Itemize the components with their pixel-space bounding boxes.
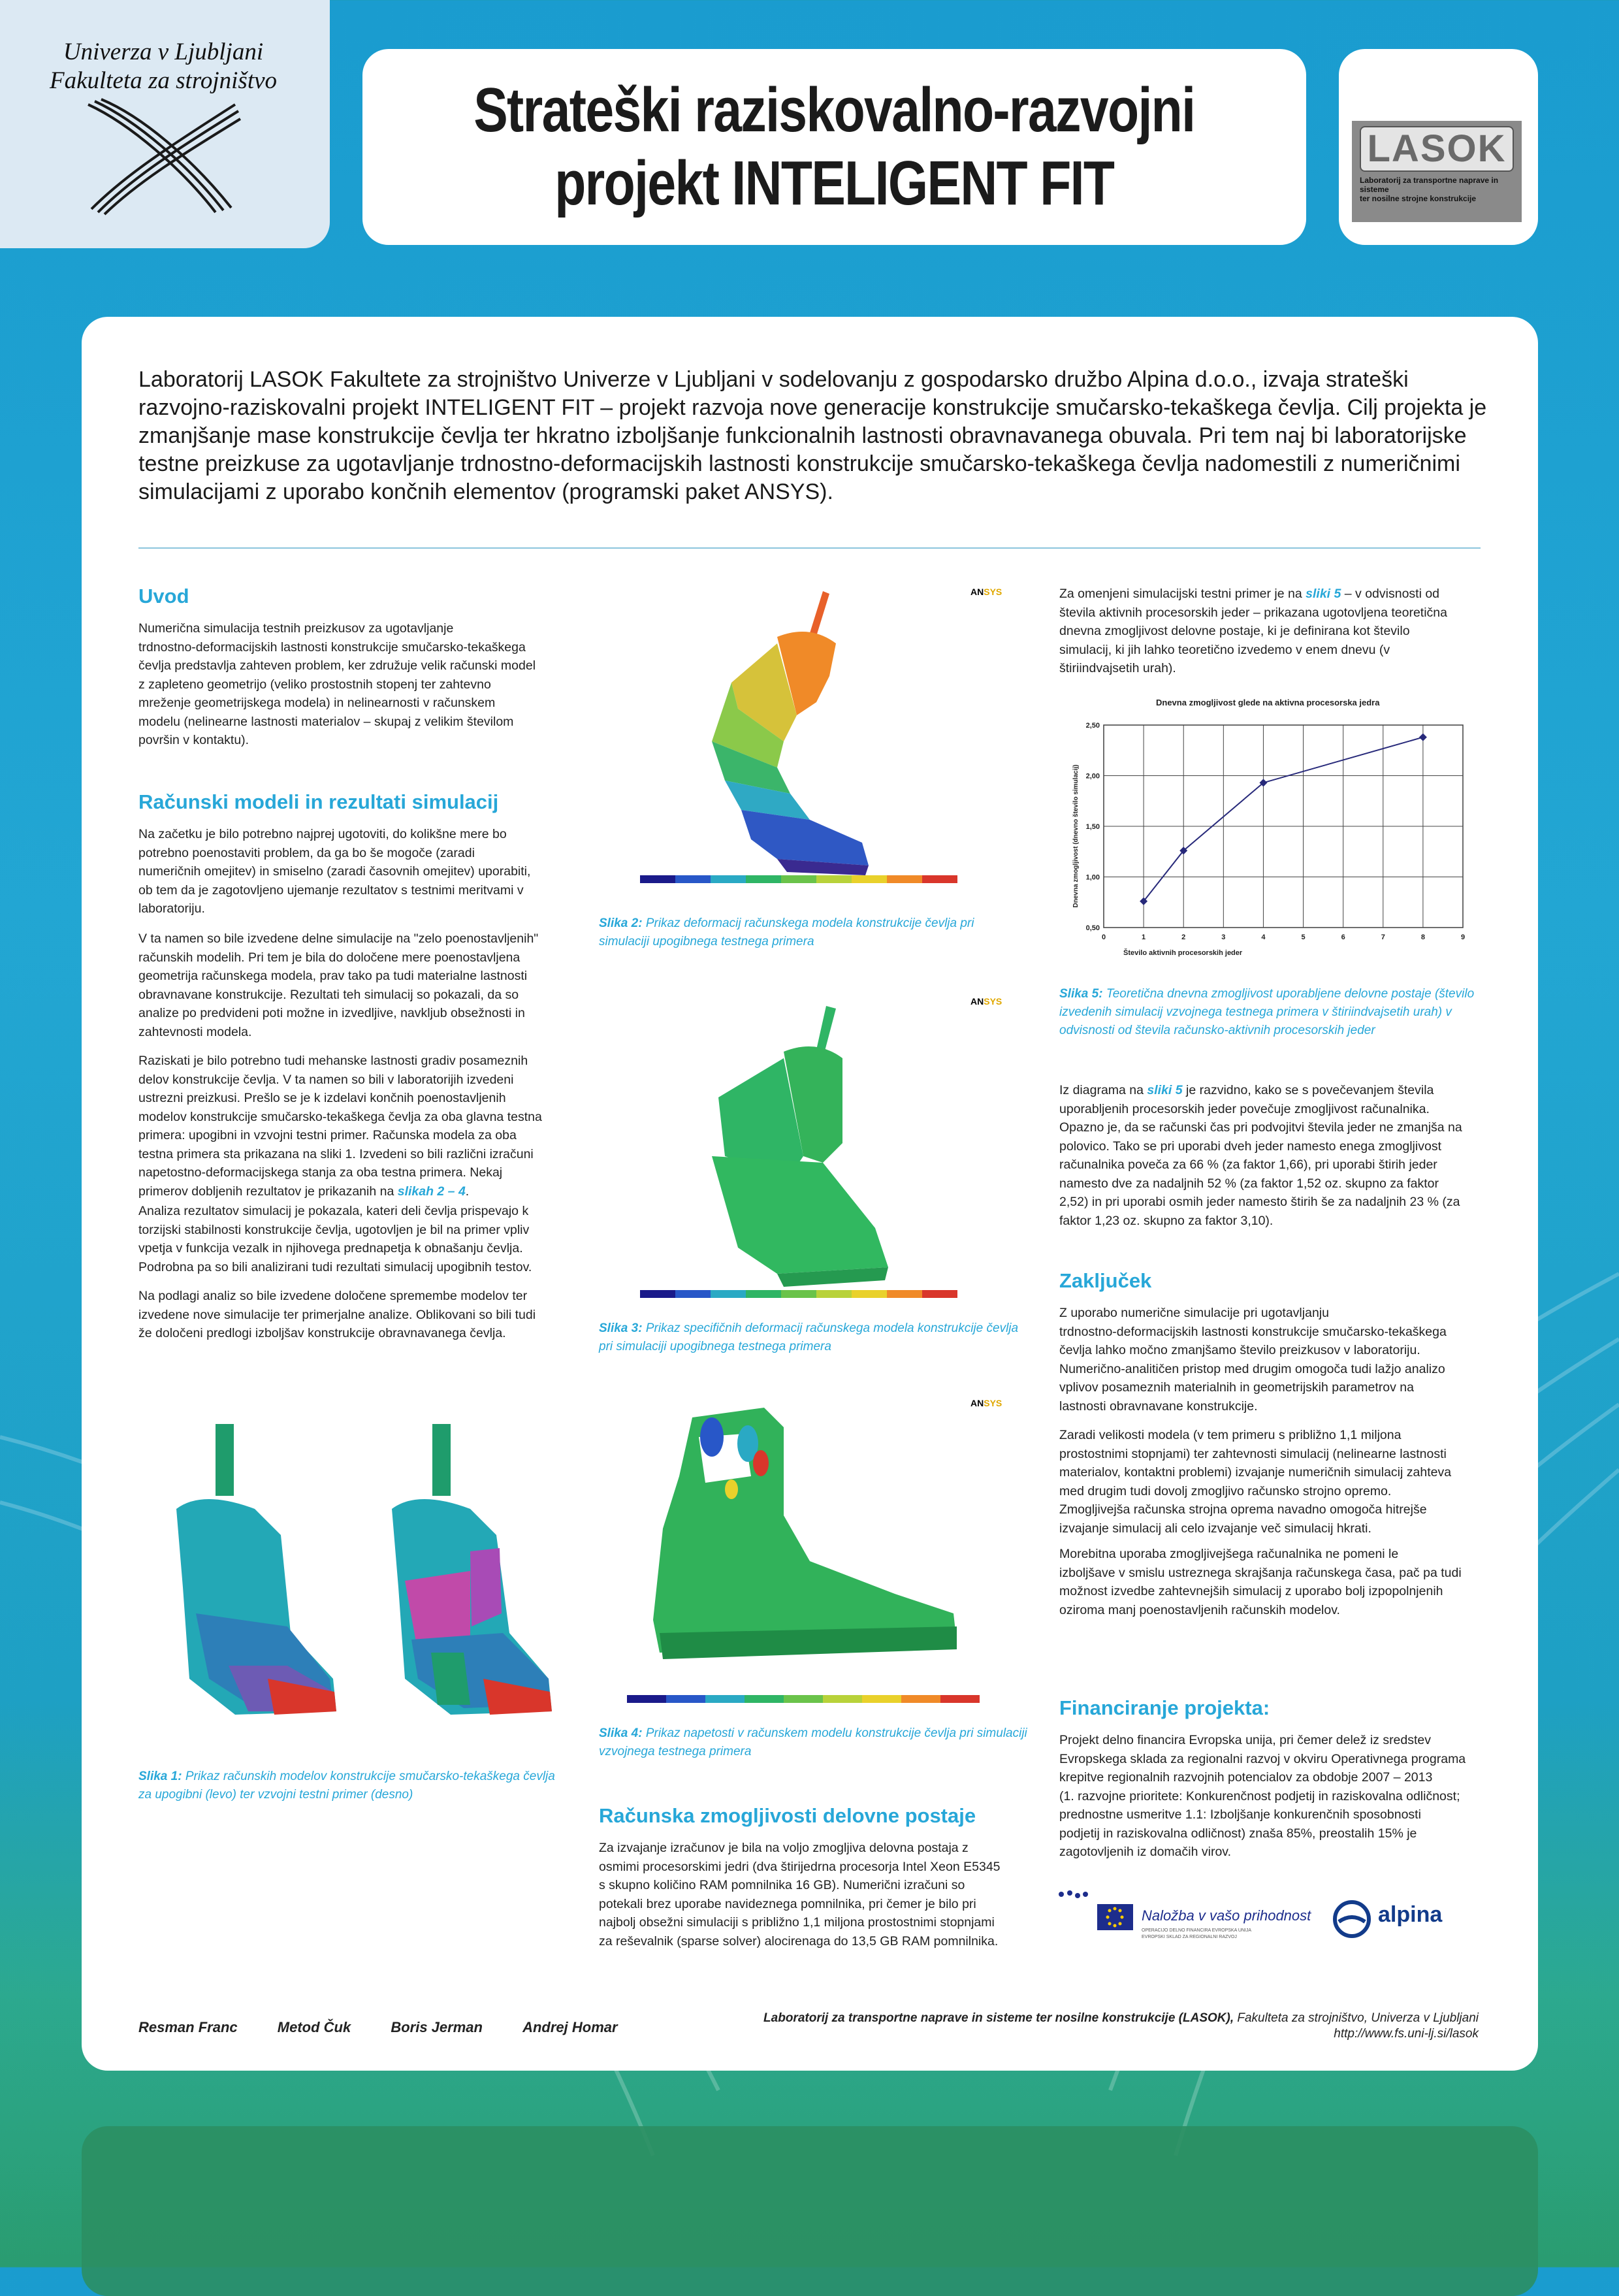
chart-y-tick-label: 2,00 [1085,772,1100,781]
text-line: lastnosti obravnavane konstrukcije. [1059,1399,1258,1414]
bottom-band [82,2126,1538,2296]
modeli-p2 [138,930,538,1041]
text-line: najbolj obsežni simulaciji s približno 1,1 miljona prostostnimi stopnjami [599,1915,995,1930]
text-line: uporabljenih procesorskih jeder povečuje zmogljivost računalnika. [1059,1101,1430,1116]
text-line: za reševalnik (sparse solver) alocirenaga do 13,5 GB RAM pomnilnika. [599,1933,999,1948]
eu-small-text: EVROPSKI SKLAD ZA REGIONALNI RAZVOJ [1142,1935,1237,1939]
text-line [1059,1081,1462,1100]
chart-x-tick-label: 6 [1341,933,1345,941]
caption-slika-4 [599,1724,1027,1761]
lasok-sub1: Laboratorij za transportne naprave in sisteme [1360,176,1499,194]
modeli-p4 [138,1202,532,1276]
divider [138,547,1481,549]
diagram-text [1059,1081,1462,1230]
text-line: računskih modelih. Pri tem je bila do določene mere poenostavljena [138,950,521,965]
text-line: Evropskega sklada za regionalni razvoj v okviru Operativnega programa [1059,1751,1466,1766]
caption-slika-3 [599,1319,1018,1356]
text-line: čevlja lahko močno zmanjšamo število preizkusov v laboratoriju. [1059,1343,1420,1357]
intro-line: simulacijami z uporabo končnih elementov (programski paket ANSYS). [138,479,833,504]
text-line: možnost izvedbe zahtevnejših simulacij z uporabo bolj izpopolnjenih [1059,1584,1443,1598]
lasok-name: LASOK [1360,126,1514,172]
text-line: oziroma manj poenostavljenih računskih modelov. [1059,1602,1340,1617]
text-line [1059,585,1447,604]
author-name: Resman Franc [138,2019,238,2035]
text-line: Numerična simulacija testnih preizkusov za ugotavljanje [138,621,454,636]
title-box [362,49,1306,245]
intro-line: razvojno-raziskovalni projekt INTELIGENT FIT – projekt razvoja nove generacije konstrukcije smučarsko-tekaškega čevlja. Cilj projekta je [138,395,1487,420]
chart-x-tick-label: 3 [1221,933,1226,941]
text-line: obravnavane konstrukcije. Rezultati teh simulacij so pokazali, da so [138,987,519,1002]
text-line: Projekt delno financira Evropska unija, pri čemer delež iz sredstev [1059,1733,1432,1747]
text-fragment: . [465,1184,470,1199]
boot-model-torsion [392,1424,552,1715]
text-line: materialov, kontaktni problemi) izvajanje numeričnih simulacij zahteva [1059,1465,1452,1479]
intro-line: Laboratorij LASOK Fakultete za strojništvo Univerze v Ljubljani v sodelovanju z gospodarsko družbo Alpina d.o.o., izvaja strateški [138,367,1409,392]
text-line: namesto dve za nadaljnih 52 % (za faktor 1,52 oz. skupno za faktor [1059,1176,1439,1191]
caption-line: odvisnosti od števila računsko-aktivnih procesorskih jeder [1059,1024,1375,1037]
caption-slika-5 [1059,985,1474,1040]
university-logo-box [0,0,330,248]
caption-line [599,914,974,933]
university-line1: Univerza v Ljubljani [63,39,264,65]
caption-slika-1 [138,1768,555,1804]
text-line: izvedene nove simulacije ter primerjalne analize. Oblikovani so bili tudi [138,1307,536,1322]
intro-paragraph [138,366,1497,506]
text-line: krepitve regionalnih razvojnih potencialov za obdobje 2007 – 2013 [1059,1770,1433,1785]
text-line: Analiza rezultatov simulacij je pokazala, kateri deli čevlja prispevajo k [138,1204,529,1218]
ansys-logo-text: SYS [984,1398,1002,1408]
ansys-logo-text: SYS [984,996,1002,1007]
caption-label: Slika 4: [599,1726,643,1740]
text-fragment: je razvidno, kako se s povečevanjem števila [1182,1083,1434,1097]
chart-daily-capacity [1045,712,1476,973]
chart-y-tick-label: 1,50 [1085,823,1100,831]
caption-line: za upogibni (levo) ter vzvojni testni primer (desno) [138,1788,413,1802]
eu-small-text: OPERACIJO DELNO FINANCIRA EVROPSKA UNIJA [1142,1928,1252,1933]
ansys-logo-text: AN [970,1398,984,1408]
text-line: V ta namen so bile izvedene delne simulacije na "zelo poenostavljenih" [138,931,539,946]
text-line: napetostno-deformacijskega stanja za oba testna primera. Nekaj [138,1165,503,1180]
caption-line: vzvojnega testnega primera [599,1745,752,1758]
lasok-sub2: ter nosilne strojne konstrukcije [1360,194,1477,203]
text-line: Zmogljivejša računska strojna oprema navadno omogoča hitrejše [1059,1502,1427,1517]
text-line: Raziskati je bilo potrebno tudi mehanske lastnosti gradiv posameznih [138,1054,528,1068]
alpina-logo-icon [1332,1900,1371,1939]
text-line: Numerično-analitičen pristop med drugim omogoča tudi lažjo analizo [1059,1361,1445,1376]
text-line: faktor 1,23 oz. skupno za faktor 3,10). [1059,1213,1274,1228]
text-line: trdnostno-deformacijskih lastnosti konstrukcije smučarsko-tekaškega [138,639,526,655]
title-line2: projekt INTELIGENT FIT [554,148,1114,218]
text-line: Opazno je, da se računski čas pri podvojitvi števila jeder ne zmanjša na [1059,1120,1462,1135]
chart-x-tick-label: 4 [1261,933,1266,941]
eu-flag-icon [1051,1888,1136,1940]
chart-y-tick-label: 2,50 [1085,722,1100,730]
color-legend-bar [627,1695,980,1703]
author-name: Andrej Homar [522,2019,618,2035]
text-line: ob tem da je zagotovljeno ujemanje rezultatov s testnimi meritvami v [138,882,524,897]
caption-line [1059,985,1474,1003]
financiranje-text [1059,1731,1466,1862]
university-line2: Fakulteta za strojništvo [49,67,278,94]
chart-x-tick-label: 1 [1142,933,1146,941]
text-line: Za izvajanje izračunov je bila na voljo zmogljiva delovna postaja z [599,1841,969,1855]
caption-line: pri simulaciji upogibnega testnega primera [599,1340,831,1353]
text-line: simulacij, ki jih lahko teoretično izvedemo v enem dnevu (v [1059,642,1390,657]
heading-zmogljivost: Računska zmogljivosti delovne postaje [599,1804,976,1827]
text-line: med drugim tudi dovolj zmogljivo računsko strojno opremo. [1059,1483,1392,1498]
figure-2-deformation [627,585,1006,892]
figure-reference-link[interactable]: sliki 5 [1306,587,1341,601]
caption-line: izvedenih simulacij vzvojnega testnega primera v štiriindvajsetih urah) v [1059,1005,1452,1019]
heading-financiranje: Financiranje projekta: [1059,1696,1270,1719]
text-line: podjetij in raziskovalna odličnost) znaša 85%, preostalih 15% je [1059,1826,1417,1841]
uvod-text [138,619,536,750]
text-line: 2,52) in pri uporabi osmih jeder namesto štirih še za nadaljnih 23 % (za [1059,1195,1460,1209]
caption-text: Prikaz deformacij računskega modela konstrukcije čevlja pri [642,916,974,930]
chart-x-tick-label: 8 [1420,933,1425,941]
text-line: ustrezni preizkusi. Prešlo se je k izdelavi končnih poenostavljenih [138,1091,506,1105]
chart-x-tick-label: 9 [1460,933,1466,941]
lasok-logo [1352,121,1522,222]
faculty-name: Fakulteta za strojništvo, Univerza v Ljubljani [1234,2011,1479,2025]
lab-name: Laboratorij za transportne naprave in sisteme ter nosilne konstrukcije (LASOK), [763,2011,1234,2025]
text-line: Morebitna uporaba zmogljivejšega računalnika ne pomeni le [1059,1547,1399,1561]
text-line: izvajanje simulacij ali celo izvajanje več simulacij hkrati. [1059,1521,1371,1536]
text-line: torzijski stabilnosti konstrukcije čevlja, ugotovljen je bil na primer vpliv [138,1222,530,1237]
lasok-subtitle [1360,176,1514,203]
poster-title [473,74,1194,220]
alpina-logo-text: alpina [1378,1902,1443,1927]
text-line: zagotovljenih iz domačih virov. [1059,1845,1232,1859]
chart-y-tick-label: 1,00 [1085,873,1100,882]
text-line: vplivov posameznih materialnih in geometrijskih parametrov na [1059,1380,1415,1395]
heading-zakljucek: Zaključek [1059,1269,1152,1292]
chart-x-axis-label: Število aktivnih procesorskih jeder [1123,949,1243,957]
text-line: modelu (nelinearne lastnosti materialov – skupaj z velikim številom [138,714,514,729]
text-line: analize po predvideni poti možne in izvedljive, navkljub obsežnosti in [138,1006,525,1020]
title-line1: Strateški raziskovalno-razvojni [473,75,1195,145]
text-line: števila aktivnih procesorskih jeder – prikazana ugotovljena teoretična [1059,605,1447,620]
zakljucek-p1 [1059,1304,1447,1415]
author-name: Metod Čuk [277,2019,351,2035]
lasok-logo-box [1339,49,1538,245]
affiliation-line [763,2011,1479,2026]
zakljucek-p2 [1059,1426,1451,1538]
caption-line [599,1724,1027,1743]
university-emblem-icon [85,98,242,216]
text-line: z zapleteno geometrijo (veliko prostostnih stopenj ter zahtevno [138,677,491,692]
text-line: prostostnimi stopnjami) ter zahtevnosti simulacij (nelinearne lastnosti [1059,1446,1447,1461]
text-line: potrebno poenostaviti problem, da ga bo še mogoče (zaradi [138,845,475,860]
ansys-logo-text: AN [970,587,984,597]
caption-label: Slika 1: [138,1770,182,1783]
color-legend-bar [640,875,957,883]
university-name [26,38,300,95]
text-line: modelov konstrukcije smučarsko-tekaškega čevlja za oba glavna testna [138,1109,542,1124]
text-line: (1. razvojne prioritete: Konkurenčnost podjetij in raziskovalna odličnost; [1059,1788,1460,1803]
figure-reference-link[interactable]: slikah 2 – 4 [397,1184,466,1199]
text-line: Na podlagi analiz so bile izvedene določene spremembe modelov ter [138,1289,528,1303]
caption-line [138,1768,555,1786]
caption-slika-2 [599,914,974,951]
text-line: računalnika poveča za 66 % (za faktor 1,66), pri uporabi štirih jeder [1059,1157,1437,1172]
ansys-logo-text: SYS [984,587,1002,597]
lab-url-link[interactable]: http://www.fs.uni-lj.si/lasok [1334,2027,1479,2041]
author-name: Boris Jerman [391,2019,483,2035]
text-line: površin v kontaktu). [138,733,249,747]
funding-logos [1051,1888,1483,1947]
figure-1-boot-models [157,1417,562,1744]
chart-x-tick-label: 5 [1301,933,1306,941]
modeli-p5 [138,1287,536,1343]
text-line: mreženje geometrijskega modela) in nelinearnosti v računskem [138,696,496,710]
text-line: osmimi procesorskimi jedri (dva štirijedrna procesorja Intel Xeon E5345 [599,1859,1001,1874]
text-line: zahtevnosti modela. [138,1024,252,1039]
text-fragment: Iz diagrama na [1059,1083,1147,1097]
modeli-p3 [138,1052,542,1201]
figure-3-specific-deformation [627,999,1006,1306]
text-line: geometrija računskega modela, prav tako pa tudi materialne lastnosti [138,969,528,983]
text-line: testna primera sta prikazana na sliki 1. Izvedeni so bili različni izračuni [138,1146,534,1161]
color-legend-bar [640,1290,957,1298]
chart-x-tick-label: 2 [1181,933,1186,941]
caption-line: simulaciji upogibnega testnega primera [599,935,814,948]
text-fragment: Za omenjeni simulacijski testni primer je na [1059,587,1306,601]
chart-title: Dnevna zmogljivost glede na aktivna procesorska jedra [1156,698,1380,707]
text-line: polovico. Tako se pri uporabi dveh jeder namesto enega zmogljivost [1059,1139,1441,1154]
lab-affiliation [763,2011,1479,2042]
chart-plot-area [1086,722,1465,941]
figure-reference-link[interactable]: sliki 5 [1147,1083,1183,1097]
caption-text: Prikaz napetosti v računskem modelu konstrukcije čevlja pri simulaciji [642,1726,1027,1740]
text-line: primera: upogibni in vzvojni testni primer. Računska modela za oba [138,1128,517,1142]
authors [138,2019,654,2036]
text-line: dnevna zmogljivost delovne postaje, ki je definirana kot število [1059,624,1410,638]
boot-model-bending [176,1424,336,1715]
ansys-logo-text: AN [970,996,984,1007]
heading-modeli: Računski modeli in rezultati simulacij [138,790,499,813]
text-line: prednostne usmeritve 1.1: Izboljšanje konkurenčnih sposobnosti [1059,1807,1421,1822]
text-line: Na začetku je bilo potrebno najprej ugotoviti, do kolikšne mere bo [138,827,507,841]
caption-label: Slika 3: [599,1321,643,1335]
caption-text: Prikaz računskih modelov konstrukcije smučarsko-tekaškega čevlja [182,1770,555,1783]
intro-line: testne preizkuse za ugotavljanje trdnostno-deformacijskih lastnosti konstrukcije smučarsko-tekaškega čevlja nadomestili z numeričnimi [138,451,1460,476]
text-line: delov konstrukcije čevlja. V ta namen so bili v laboratorijih izvedeni [138,1072,514,1087]
text-line: štiriindvajsetih urah). [1059,661,1176,675]
chart-y-axis-label: Dnevna zmogljivost (dnevno število simulacij) [1072,764,1080,908]
heading-uvod: Uvod [138,585,189,607]
caption-label: Slika 2: [599,916,643,930]
zmogljivost-text [599,1839,1001,1950]
text-fragment: primerov dobljenih rezultatov je prikazanih na [138,1184,398,1199]
modeli-p1 [138,825,530,918]
caption-label: Slika 5: [1059,987,1103,1001]
zakljucek-p3 [1059,1545,1462,1619]
text-line: numeričnih omejitev) in smiselno (zaradi časovnih omejitev) uporabiti, [138,864,531,879]
text-line: Z uporabo numerične simulacije pri ugotavljanju [1059,1306,1329,1320]
intro-line: zmanjšanje mase konstrukcije čevlja ter hkratno izboljšanje funkcionalnih lastnosti obravnavanega obuvala. Pri tem naj bi laboratorijske [138,423,1467,448]
eu-slogan: Naložba v vašo prihodnost [1142,1907,1311,1924]
chart-y-tick-label: 0,50 [1085,924,1100,932]
caption-text: Prikaz specifičnih deformacij računskega modela konstrukcije čevlja [642,1321,1019,1335]
text-line: Podrobna pa so bili analizirani tudi rezultati simulacij upogibnih testov. [138,1259,532,1274]
text-line: vpetja v funkcija vezalk in njihovega prednapetja k obnašanju čevlja. [138,1241,523,1255]
text-fragment: – v odvisnosti od [1341,587,1440,601]
right-intro-text [1059,585,1447,678]
text-line [138,1182,542,1201]
caption-text: Teoretična dnevna zmogljivost uporabljene delovne postaje (število [1102,987,1475,1001]
text-line: že določeni predlogi izboljšav konstrukcije obravnavanega čevlja. [138,1326,506,1340]
text-line: potekali brez uporabe navideznega pomnilnika, pri čemer je bilo pri [599,1896,976,1911]
caption-line [599,1319,1018,1338]
text-line: trdnostno-deformacijskih lastnosti konstrukcije smučarsko-tekaškega [1059,1324,1447,1339]
text-line: Zaradi velikosti modela (v tem primeru s približno 1,1 miljona [1059,1428,1402,1442]
chart-x-tick-label: 0 [1101,933,1106,941]
text-line: izboljšave v smislu ustreznega skrajšanja računskega časa, pač pa tudi [1059,1565,1462,1580]
text-line: s skupno količino RAM pomnilnika 16 GB). Numerični izračuni so [599,1878,965,1892]
chart-x-tick-label: 7 [1381,933,1385,941]
text-line: čevlja predstavlja zahteven problem, ker združuje velik računski model [138,658,536,673]
figure-4-stress [601,1398,1006,1718]
text-line: laboratoriju. [138,901,205,916]
